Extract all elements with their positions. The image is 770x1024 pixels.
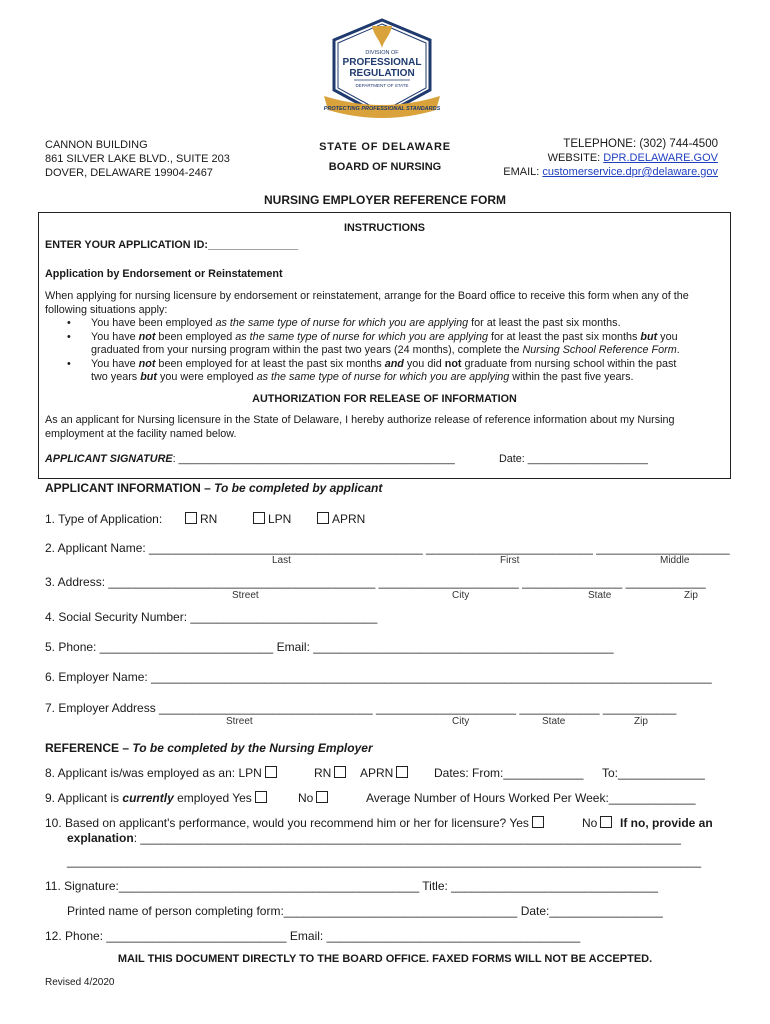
city-caption: City [452, 716, 470, 727]
no-option[interactable]: No [582, 816, 615, 831]
zip-caption: Zip [634, 716, 648, 727]
situations-list [45, 317, 715, 385]
applicant-section-heading: APPLICANT INFORMATION – To be completed by applicant [45, 481, 383, 495]
first-name-caption: First [500, 555, 520, 566]
email-label: EMAIL: [503, 166, 543, 178]
middle-name-caption: Middle [660, 555, 690, 566]
state-caption: State [588, 590, 612, 601]
address-line: 861 SILVER LAKE BLVD., SUITE 203 [45, 153, 230, 165]
instructions-heading: INSTRUCTIONS [344, 222, 425, 234]
no-checkbox[interactable] [600, 816, 612, 828]
rn-checkbox[interactable] [334, 766, 346, 778]
employer-phone-email-field[interactable]: 12. Phone: ___________________________ Email: ______________________________________ [45, 929, 581, 943]
email-link[interactable]: customerservice.dpr@delaware.gov [542, 166, 718, 178]
lpn-checkbox[interactable] [265, 766, 277, 778]
state-caption: State [542, 716, 566, 727]
signature-title-field[interactable]: 11. Signature:_____________________________________________ Title: _______________________________ [45, 879, 659, 893]
svg-text:PROTECTING PROFESSIONAL STANDA: PROTECTING PROFESSIONAL STANDARDS [323, 106, 441, 112]
no-option[interactable]: No [298, 791, 331, 806]
list-item: • You have not been employed as the same type of nurse for which you are applying for at least the past six months but you graduated from your nursing program within the past two years (24 months), complete the Nursing School Reference Form. [45, 331, 715, 358]
list-item: • You have been employed as the same type of nurse for which you are applying for at least the past six months. [45, 317, 715, 331]
list-item: • You have not been employed for at least the past six months and you did not graduate from nursing school within the past two years but you were employed as the same type of nurse for which you are applying within the past five years. [45, 358, 715, 385]
address-field[interactable]: 3. Address: ________________________________________ _____________________ _______________ ____________ [45, 575, 706, 589]
lpn-checkbox[interactable] [253, 512, 265, 524]
form-title: NURSING EMPLOYER REFERENCE FORM [263, 193, 506, 207]
currently-employed-question: 9. Applicant is currently employed Yes [45, 791, 270, 806]
authorization-heading: AUTHORIZATION FOR RELEASE OF INFORMATION [252, 393, 517, 405]
division-seal-logo [320, 18, 444, 130]
website-link[interactable]: DPR.DELAWARE.GOV [603, 152, 718, 164]
explanation-line[interactable]: _______________________________________________________________________________________________ [67, 854, 702, 868]
recommend-question: 10. Based on applicant's performance, would you recommend him or her for licensure? Yes [45, 816, 547, 831]
rn-checkbox[interactable] [185, 512, 197, 524]
explanation-prompt: If no, provide an [620, 816, 713, 830]
telephone: TELEPHONE: (302) 744-4500 [563, 138, 718, 150]
street-caption: Street [226, 716, 253, 727]
aprn-checkbox[interactable] [396, 766, 408, 778]
employer-address-field[interactable]: 7. Employer Address ________________________________ _____________________ ____________ ___________ [45, 701, 677, 715]
rn-option[interactable]: RN [314, 766, 349, 781]
type-of-application-question: 1. Type of Application: [45, 512, 163, 526]
reference-section-heading: REFERENCE – To be completed by the Nursing Employer [45, 741, 373, 755]
website-label: WEBSITE: [547, 152, 604, 164]
contact-info [503, 137, 718, 179]
hours-per-week-field[interactable]: Average Number of Hours Worked Per Week:_____________ [366, 791, 696, 805]
office-address [45, 138, 230, 180]
state-name: STATE OF DELAWARE [319, 141, 451, 153]
printed-name-field[interactable]: Printed name of person completing form:___________________________________ Date:_________________ [67, 904, 663, 918]
applicant-name-field[interactable]: 2. Applicant Name: _________________________________________ _________________________ ____________________ [45, 541, 730, 555]
svg-text:DIVISION OF: DIVISION OF [365, 50, 399, 56]
board-name: BOARD OF NURSING [328, 161, 442, 173]
yes-checkbox[interactable] [532, 816, 544, 828]
street-caption: Street [232, 590, 259, 601]
dates-to-field[interactable]: To:_____________ [602, 766, 705, 780]
yes-checkbox[interactable] [255, 791, 267, 803]
ssn-field[interactable]: 4. Social Security Number: ____________________________ [45, 610, 378, 624]
intro-text: following situations apply: [45, 303, 168, 316]
no-checkbox[interactable] [316, 791, 328, 803]
address-line: CANNON BUILDING [45, 139, 148, 151]
applicant-signature-field[interactable]: APPLICANT SIGNATURE: ______________________________________________ [45, 453, 455, 465]
aprn-checkbox[interactable] [317, 512, 329, 524]
svg-text:DEPARTMENT OF STATE: DEPARTMENT OF STATE [355, 83, 409, 88]
city-caption: City [452, 590, 470, 601]
agency-heading [300, 140, 470, 180]
svg-text:PROFESSIONAL: PROFESSIONAL [342, 57, 422, 68]
address-line: DOVER, DELAWARE 19904-2467 [45, 167, 213, 179]
aprn-option[interactable]: APRN [360, 766, 411, 781]
authorization-text: employment at the facility named below. [45, 427, 237, 440]
intro-text: When applying for nursing licensure by endorsement or reinstatement, arrange for the Board office to receive this form when any of the [45, 290, 689, 302]
endorsement-heading: Application by Endorsement or Reinstatement [45, 268, 283, 280]
applicant-phone-email-field[interactable]: 5. Phone: __________________________ Email: _____________________________________________ [45, 640, 614, 654]
rn-option[interactable]: RN [182, 512, 217, 527]
explanation-field[interactable]: explanation: _________________________________________________________________________________ [67, 831, 681, 845]
aprn-option[interactable]: APRN [314, 512, 365, 527]
lpn-option[interactable]: LPN [250, 512, 291, 527]
mailing-notice: MAIL THIS DOCUMENT DIRECTLY TO THE BOARD OFFICE. FAXED FORMS WILL NOT BE ACCEPTED. [117, 953, 653, 965]
dates-from-field[interactable]: Dates: From:____________ [434, 766, 584, 780]
svg-text:REGULATION: REGULATION [349, 68, 415, 79]
revision-date: Revised 4/2020 [45, 977, 115, 988]
zip-caption: Zip [684, 590, 698, 601]
employed-as-question: 8. Applicant is/was employed as an: LPN [45, 766, 280, 781]
authorization-text: As an applicant for Nursing licensure in the State of Delaware, I hereby authorize release of reference information about my Nursing [45, 414, 675, 426]
employer-name-field[interactable]: 6. Employer Name: ____________________________________________________________________________________ [45, 670, 712, 684]
application-id-field[interactable]: ENTER YOUR APPLICATION ID:_______________ [45, 239, 299, 251]
last-name-caption: Last [272, 555, 291, 566]
signature-date-field[interactable]: Date: ____________________ [499, 453, 648, 465]
